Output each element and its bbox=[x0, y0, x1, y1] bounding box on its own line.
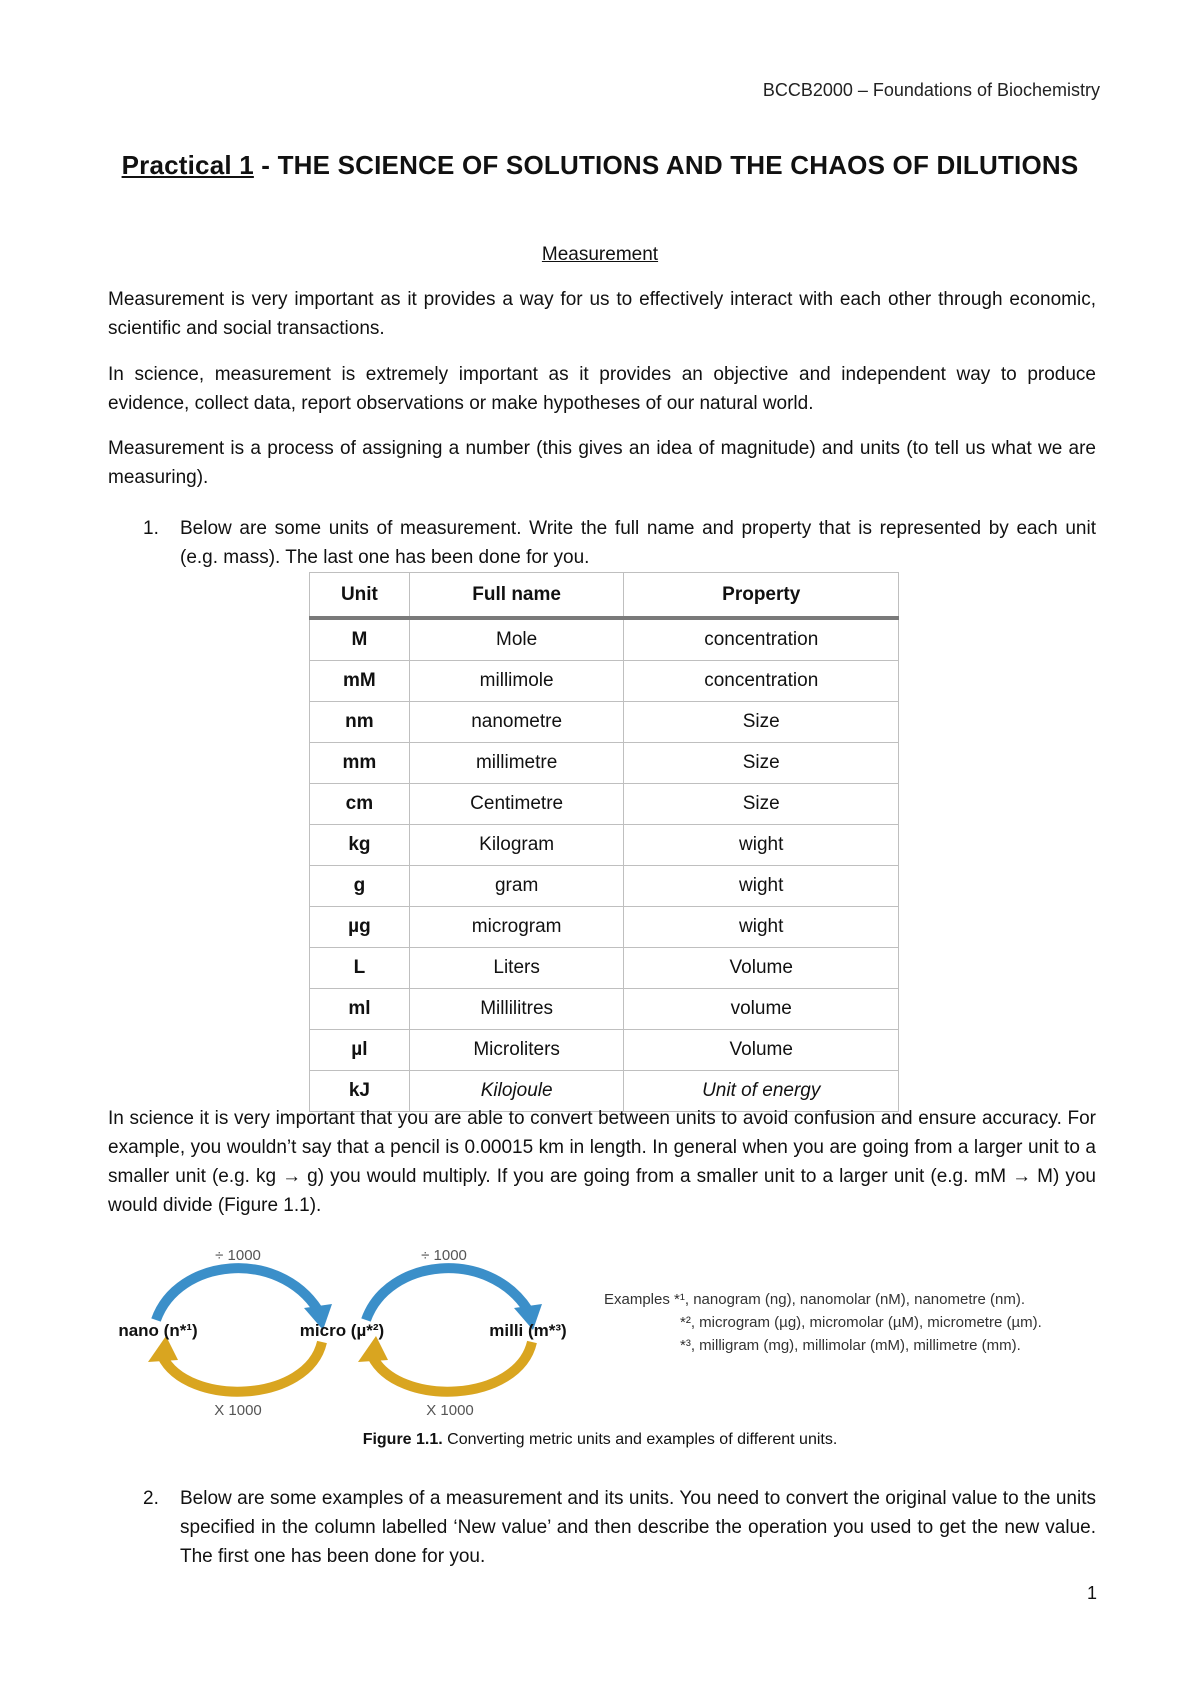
unit-conversion-diagram bbox=[118, 1238, 598, 1422]
paragraph-3: Measurement is a process of assigning a number (this gives an idea of magnitude) and units (to tell us what we are measuring). bbox=[108, 438, 1096, 488]
paragraph-2: In science, measurement is extremely important as it provides an objective and independent way to produce evidence, collect data, report observations or make hypotheses of our natural world. bbox=[108, 364, 1096, 414]
cell-full-name: Millilitres bbox=[409, 989, 624, 1030]
table-row bbox=[310, 948, 899, 989]
list-item-number: 1. bbox=[143, 518, 159, 539]
cell-full-name: Kilojoule bbox=[409, 1071, 624, 1112]
table-row bbox=[310, 825, 899, 866]
node-micro: micro (µ*²) bbox=[299, 1321, 385, 1340]
table-row bbox=[310, 989, 899, 1030]
cell-full-name: millimole bbox=[409, 661, 624, 702]
table-row bbox=[310, 866, 899, 907]
cell-property: volume bbox=[624, 989, 899, 1030]
cell-full-name: Microliters bbox=[409, 1030, 624, 1071]
list-item-number: 2. bbox=[143, 1488, 159, 1509]
cell-full-name: Kilogram bbox=[409, 825, 624, 866]
cell-full-name: nanometre bbox=[409, 702, 624, 743]
divide-arrow-2 bbox=[366, 1268, 528, 1320]
multiply-arrow-2 bbox=[372, 1342, 532, 1392]
cell-unit: µl bbox=[310, 1030, 410, 1071]
list-item-text: Below are some examples of a measurement and its units. You need to convert the original value to the units specified in the column labelled ‘New value’ and then describe the operation you used to get the new value. The first one has been done for you. bbox=[180, 1488, 1096, 1567]
cell-full-name: Centimetre bbox=[409, 784, 624, 825]
cell-property: Size bbox=[624, 743, 899, 784]
figure-examples bbox=[604, 1288, 1042, 1357]
cell-unit: kg bbox=[310, 825, 410, 866]
cell-full-name: millimetre bbox=[409, 743, 624, 784]
paragraph-1: Measurement is very important as it provides a way for us to effectively interact with each other through economic, scientific and social transactions. bbox=[108, 289, 1096, 339]
header-unit: Unit bbox=[310, 573, 410, 619]
cell-property: wight bbox=[624, 825, 899, 866]
cell-unit: nm bbox=[310, 702, 410, 743]
cell-unit: mM bbox=[310, 661, 410, 702]
header-full-name: Full name bbox=[409, 573, 624, 619]
cell-full-name: microgram bbox=[409, 907, 624, 948]
cell-unit: cm bbox=[310, 784, 410, 825]
cell-property: Size bbox=[624, 784, 899, 825]
example-line-milli: *³, milligram (mg), millimolar (mM), millimetre (mm). bbox=[680, 1337, 1021, 1354]
node-nano: nano (n*¹) bbox=[118, 1321, 198, 1340]
figure-caption-label: Figure 1.1. bbox=[362, 1431, 443, 1448]
table-row bbox=[310, 743, 899, 784]
example-line-nano: Examples *¹, nanogram (ng), nanomolar (nM), nanometre (nm). bbox=[604, 1291, 1025, 1308]
figure-caption bbox=[0, 1431, 1200, 1449]
cell-property: Volume bbox=[624, 1030, 899, 1071]
divide-label-1: ÷ 1000 bbox=[215, 1247, 261, 1264]
cell-unit: ml bbox=[310, 989, 410, 1030]
cell-full-name: Mole bbox=[409, 618, 624, 661]
cell-property: Size bbox=[624, 702, 899, 743]
paragraph-4: In science it is very important that you are able to convert between units to avoid confusion and ensure accuracy. For example, you wouldn’t say that a pencil is 0.00015 km in length. In general when you are going from a larger unit to a smaller unit (e.g. kg → g) you would multiply. If you are going from a smaller unit to a larger unit (e.g. mM → M) you would divide (Figure 1.1). bbox=[108, 1108, 1096, 1216]
figure-caption-text: Converting metric units and examples of different units. bbox=[442, 1431, 838, 1448]
cell-unit: M bbox=[310, 618, 410, 661]
course-header: BCCB2000 – Foundations of Biochemistry bbox=[762, 80, 1100, 100]
table-row bbox=[310, 1030, 899, 1071]
node-milli: milli (m*³) bbox=[489, 1321, 567, 1340]
header-property: Property bbox=[624, 573, 899, 619]
cell-property: wight bbox=[624, 907, 899, 948]
units-table bbox=[309, 572, 899, 1112]
multiply-arrow-1 bbox=[162, 1342, 322, 1392]
multiply-label-2: X 1000 bbox=[426, 1402, 474, 1419]
table-row bbox=[310, 618, 899, 661]
divide-label-2: ÷ 1000 bbox=[421, 1247, 467, 1264]
multiply-label-1: X 1000 bbox=[214, 1402, 262, 1419]
practical-title-prefix: Practical 1 bbox=[121, 150, 254, 180]
practical-title bbox=[0, 150, 1200, 181]
cell-unit: g bbox=[310, 866, 410, 907]
cell-property: Volume bbox=[624, 948, 899, 989]
page-number: 1 bbox=[1086, 1583, 1097, 1603]
cell-property: Unit of energy bbox=[624, 1071, 899, 1112]
divide-arrow-1 bbox=[156, 1268, 318, 1320]
table-row bbox=[310, 784, 899, 825]
practical-title-rest: - THE SCIENCE OF SOLUTIONS AND THE CHAOS OF DILUTIONS bbox=[253, 150, 1079, 180]
table-row bbox=[310, 907, 899, 948]
cell-full-name: gram bbox=[409, 866, 624, 907]
cell-property: concentration bbox=[624, 618, 899, 661]
cell-unit: L bbox=[310, 948, 410, 989]
section-heading: Measurement bbox=[541, 244, 659, 265]
cell-unit: µg bbox=[310, 907, 410, 948]
cell-unit: mm bbox=[310, 743, 410, 784]
cell-unit: kJ bbox=[310, 1071, 410, 1112]
table-row bbox=[310, 661, 899, 702]
cell-full-name: Liters bbox=[409, 948, 624, 989]
cell-property: wight bbox=[624, 866, 899, 907]
cell-property: concentration bbox=[624, 661, 899, 702]
list-item-text: Below are some units of measurement. Write the full name and property that is represented by each unit (e.g. mass). The last one has been done for you. bbox=[180, 518, 1096, 568]
example-line-micro: *², microgram (µg), micromolar (µM), micrometre (µm). bbox=[680, 1314, 1042, 1331]
table-row bbox=[310, 702, 899, 743]
table-header-row bbox=[310, 573, 899, 619]
